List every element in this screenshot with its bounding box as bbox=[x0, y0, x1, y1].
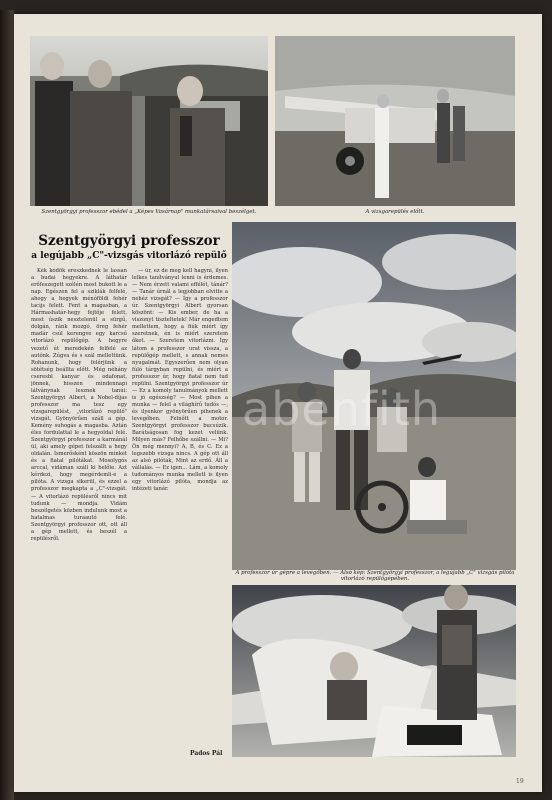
caption-middle: A professzor úr gépre a levegőben. — Alsó kép: Szentgyörgyi professzor, a legújabb „C" vizsgás pilóta vitorlázó repülőgépében. bbox=[235, 570, 515, 583]
article-headline bbox=[30, 233, 228, 262]
caption-top-right: A vizsgarepülés előtt. bbox=[365, 209, 425, 215]
column-1-text: Kék kódök ereszkednek le lassan a budai hegyekre. A láthatár erőfeszegett szélén most bukott le a nap. Egészen fel a sziklák felfelé, ahogy a hegyek ménóföldi fehér tacijs felett. Fent a magasban, a Hármashatár-hegy fejtője felett, most úszik nesztelenül a sürgű, dolgán, ránk mozgó, öreg fehér madár csúl kerengve egy karcsú vitorlázó repülőgép. A hegyre vezető út meredekén felfelé az autónk. Zúgva és s szál mellettünk. Rohanunk, hogy felérjünk a sötétség beállta előtt. Még néhány cseresbl kanyar és odafonat, jönnek, hisszen mindennapi látványnak lesznek tanúi: Szentgyörgyi Albert, a Nobel-díjas professzor ma tesz egy vizsgarepülést, „vitorlázó repülő" vizsgát. Gyönyörűen száll a gép. Kemény suhogás a magasba. Aztán éles fordulattal le a hegyoldal felé. Szentgyörgyi professzor a karmánál ül, aki amely gépet felszállt a hegy oldalán. Ismerősként köszön minket és a fiatal pilótákat. Mosolygós arccal, vidáman száll ki belőle. Azt kérdezi, hogy megérdemli-e a pilóta. A vizsga sikerül, és ezzel a professzor megkapta a „C"-vizsgát. — A vitorlázó repülésről nincs mit tudunk — mondja. Vidám beszélgetés közben indulunk most a hatalmas turaautó felé. Szentgyörgyi professzor ott, ott áll a gép mellett, és beszél a repülésről. bbox=[31, 268, 127, 542]
article-subtitle: a legújabb „C"-vizsgás vitorlázó repülő bbox=[31, 251, 227, 261]
column-2-text: — úr, ez de meg kell hagyni, ilyen lelkes tanítványul lenni is érdemes. — Nem érzett valami effélét, tánár? — Tanár úrnál a legjobban elvitte a nehéz vizsgát? — Így a professzor úr. Szentgyörgyi Albert gyorsan köszönt: — Kis ember, de ha a viszonyt tiszteltetek! Már engedtem mellettem, hogy a fiúk miért így szeretnek, én is miért szeretem őket. — Szeretem vitorlázni. Így látom a professzor urat vissza, a repülőgép mellett, s annak nemes nyugalmát. Egyszerűen nem olyan fúló tárgyban repülni, és miért a professzor úr, hogy fiatal nem tud repülni. Szentgyörgyi professzor úr — Ez a komoly tanulmányok mellett is jó egészség? — Most pihen a munka — felel a világhírű tudós —, és ilyenkor gyönyörűen pihenek a levegőben. Felnőtt a motor. Szentgyörgyi professzor bucsúzik. Barátságosan fog kezet velünk. Milyen más? Felhőbe szállni. — Mi? Ön még mennyi? A, B, és C. Ez a legszebb vizsga nincs. A gép ott áll az alsó pilóták, Mint az erdő. Áll a vállalás. — Ez igen... Lám, a komoly tudományos munka mellett is ilyen egy vitorlázó pilóta, mondja az intézeti tanár. bbox=[132, 268, 228, 493]
article-title: Szentgyörgyi professzor bbox=[38, 233, 220, 249]
article-column-2 bbox=[132, 268, 228, 748]
photo-glider-before-exam bbox=[275, 36, 515, 206]
book-spine bbox=[0, 10, 14, 800]
article-column-1 bbox=[31, 268, 127, 756]
caption-top-left: Szentgyörgyi professzor ebédel a „Képes Vasárnap" munkatársaival beszélget. bbox=[41, 209, 257, 215]
photo-professor-in-cockpit bbox=[232, 585, 516, 757]
author-signature: Pados Pál bbox=[190, 750, 223, 757]
watermark: abenfith bbox=[242, 382, 442, 436]
photo-professor-with-journalists bbox=[30, 36, 268, 206]
photo-professor-in-glider-field bbox=[232, 222, 516, 570]
page-number: 19 bbox=[516, 778, 524, 785]
